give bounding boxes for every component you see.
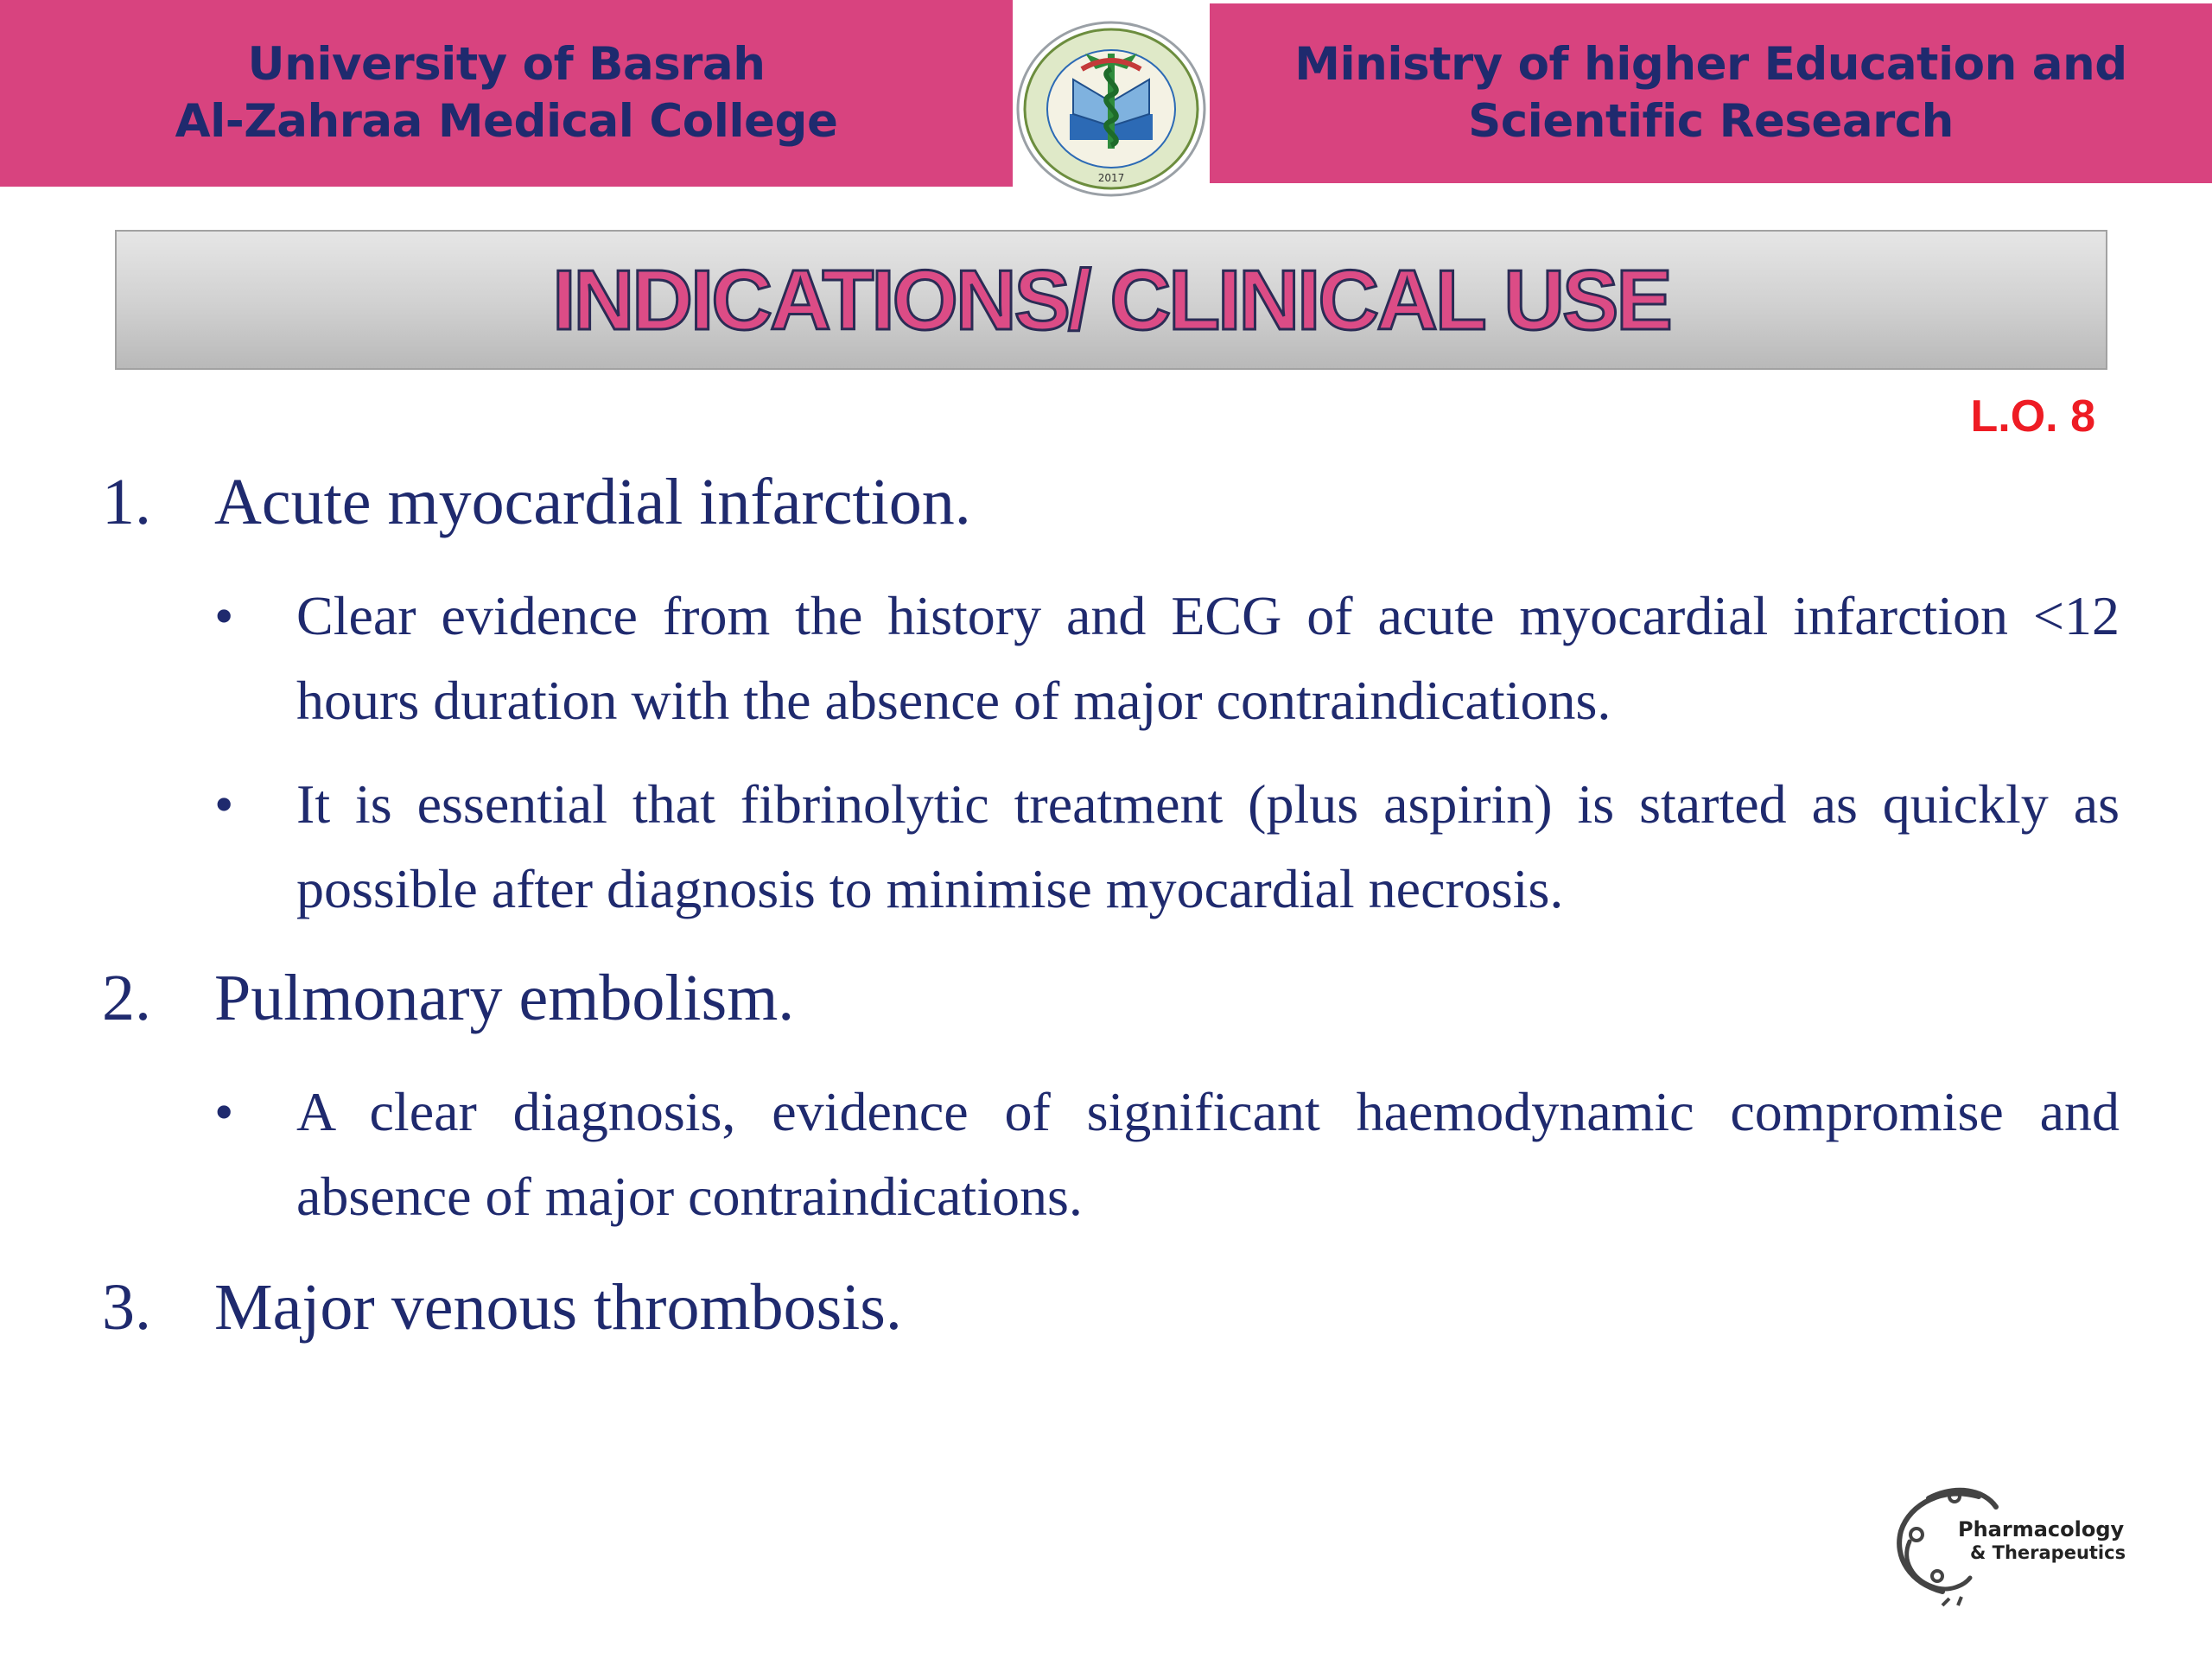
- list-item: [102, 959, 794, 1037]
- footer-logo-line2: & Therapeutics: [1970, 1542, 2126, 1563]
- header-left-banner: [0, 0, 1013, 187]
- learning-objective-tag: L.O. 8: [1970, 391, 2095, 442]
- item-number: 3.: [102, 1271, 151, 1344]
- item-heading: Acute myocardial infarction.: [214, 466, 971, 538]
- footer-logo-line1: Pharmacology: [1958, 1517, 2125, 1541]
- item-number: 2.: [102, 962, 151, 1034]
- bullet-text: A clear diagnosis, evidence of significant haemodynamic compromise and absence of major contraindications.: [296, 1081, 2120, 1227]
- item-heading: Major venous thrombosis.: [214, 1271, 902, 1344]
- bullet-marker: •: [214, 1081, 234, 1142]
- pharmacology-therapeutics-logo: [1875, 1478, 2143, 1607]
- college-name: Al-Zahraa Medical College: [175, 95, 838, 148]
- ministry-name-line2: Scientific Research: [1468, 95, 1954, 148]
- logo-year: 2017: [1097, 172, 1125, 184]
- item-number: 1.: [102, 466, 151, 538]
- bullet-marker: •: [214, 585, 234, 646]
- slide-title-bar: [115, 230, 2107, 370]
- slide-title: INDICATIONS/ CLINICAL USE: [552, 251, 1670, 347]
- university-name: University of Basrah: [247, 38, 766, 91]
- list-item: [102, 1268, 902, 1346]
- item-heading: Pulmonary embolism.: [214, 962, 795, 1034]
- bullet-text: It is essential that fibrinolytic treatment (plus aspirin) is started as quickly as possible after diagnosis to minimise myocardial necrosis.: [296, 773, 2120, 919]
- college-seal-logo: [1013, 19, 1210, 199]
- bullet-marker: •: [214, 773, 234, 835]
- bullet-text: Clear evidence from the history and ECG of acute myocardial infarction <12 hours duration with the absence of major contraindications.: [296, 585, 2120, 731]
- list-item: [102, 463, 971, 541]
- ministry-name-line1: Ministry of higher Education and: [1294, 38, 2127, 91]
- header-right-banner: [1210, 3, 2212, 183]
